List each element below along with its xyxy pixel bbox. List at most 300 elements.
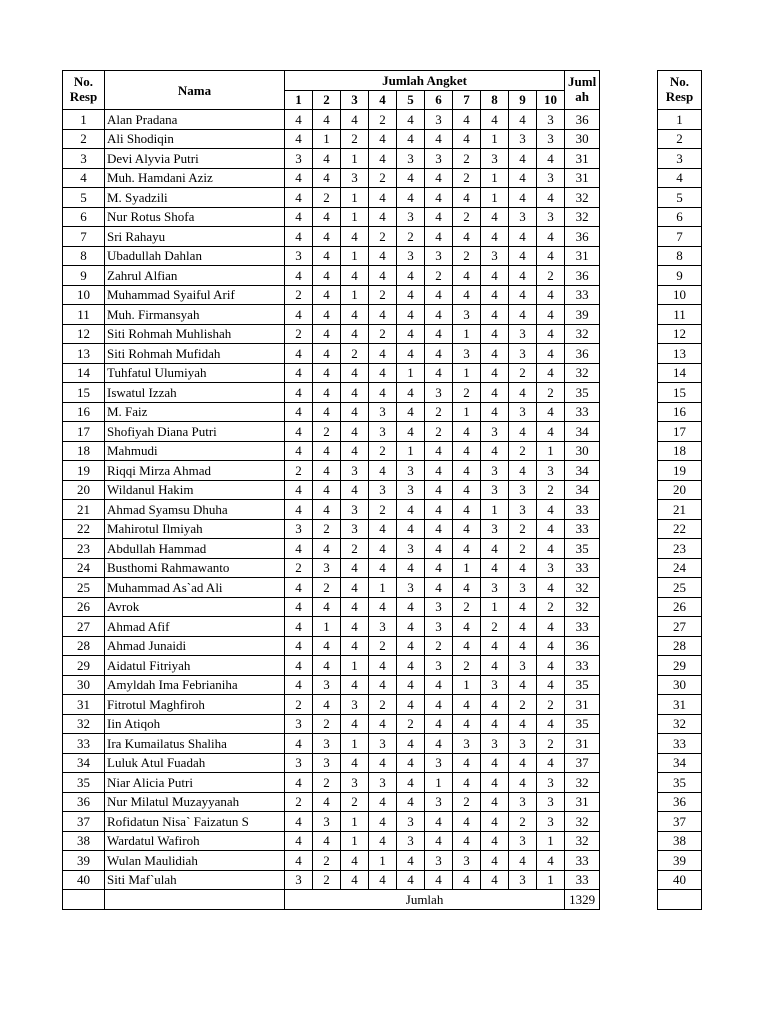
table-row xyxy=(63,695,600,715)
score-cell: 2 xyxy=(313,870,341,890)
row-total: 36 xyxy=(565,110,600,130)
score-cell: 2 xyxy=(313,851,341,871)
score-cell: 4 xyxy=(285,305,313,325)
score-cell: 2 xyxy=(369,227,397,247)
table-row xyxy=(63,344,600,364)
side-table-row xyxy=(658,246,702,266)
score-cell: 4 xyxy=(425,831,453,851)
score-cell: 4 xyxy=(453,188,481,208)
score-cell: 3 xyxy=(397,246,425,266)
respondent-name: Avrok xyxy=(105,597,285,617)
row-number: 9 xyxy=(63,266,105,286)
side-row-number: 37 xyxy=(658,812,702,832)
respondent-name: Ahmad Afif xyxy=(105,617,285,637)
row-total: 33 xyxy=(565,500,600,520)
row-number: 35 xyxy=(63,773,105,793)
score-cell: 4 xyxy=(481,227,509,247)
side-table-row xyxy=(658,480,702,500)
row-number: 19 xyxy=(63,461,105,481)
score-cell: 4 xyxy=(397,519,425,539)
score-cell: 1 xyxy=(341,831,369,851)
score-cell: 2 xyxy=(313,422,341,442)
score-cell: 4 xyxy=(509,851,537,871)
score-cell: 3 xyxy=(509,734,537,754)
table-row xyxy=(63,402,600,422)
score-cell: 1 xyxy=(453,324,481,344)
score-cell: 4 xyxy=(285,812,313,832)
score-cell: 4 xyxy=(397,792,425,812)
score-cell: 4 xyxy=(425,539,453,559)
side-table-row xyxy=(658,168,702,188)
row-total: 34 xyxy=(565,461,600,481)
score-cell: 4 xyxy=(285,831,313,851)
respondent-name: Ubadullah Dahlan xyxy=(105,246,285,266)
score-cell: 4 xyxy=(509,714,537,734)
score-cell: 4 xyxy=(341,480,369,500)
score-cell: 4 xyxy=(481,851,509,871)
score-cell: 2 xyxy=(509,695,537,715)
score-cell: 4 xyxy=(341,266,369,286)
row-number: 12 xyxy=(63,324,105,344)
table-row xyxy=(63,539,600,559)
score-cell: 3 xyxy=(425,149,453,169)
score-cell: 4 xyxy=(509,227,537,247)
row-number: 5 xyxy=(63,188,105,208)
score-cell: 4 xyxy=(285,441,313,461)
side-table-row xyxy=(658,422,702,442)
side-table-row xyxy=(658,227,702,247)
score-cell: 4 xyxy=(397,168,425,188)
score-cell: 1 xyxy=(453,675,481,695)
score-cell: 4 xyxy=(425,519,453,539)
score-cell: 4 xyxy=(313,402,341,422)
header-item-4: 4 xyxy=(369,90,397,110)
row-total: 33 xyxy=(565,402,600,422)
table-row xyxy=(63,675,600,695)
row-total: 39 xyxy=(565,305,600,325)
score-cell: 3 xyxy=(537,792,565,812)
score-cell: 4 xyxy=(313,441,341,461)
score-cell: 4 xyxy=(425,207,453,227)
score-cell: 4 xyxy=(397,422,425,442)
side-table-row xyxy=(658,870,702,890)
score-cell: 4 xyxy=(313,636,341,656)
score-cell: 1 xyxy=(537,441,565,461)
score-cell: 4 xyxy=(369,597,397,617)
respondent-name: Riqqi Mirza Ahmad xyxy=(105,461,285,481)
score-cell: 4 xyxy=(481,363,509,383)
score-cell: 4 xyxy=(313,480,341,500)
score-cell: 4 xyxy=(313,266,341,286)
table-row xyxy=(63,207,600,227)
score-cell: 3 xyxy=(481,246,509,266)
score-cell: 4 xyxy=(397,753,425,773)
side-row-number: 24 xyxy=(658,558,702,578)
score-cell: 3 xyxy=(537,110,565,130)
score-cell: 3 xyxy=(481,461,509,481)
score-cell: 4 xyxy=(481,110,509,130)
row-number: 15 xyxy=(63,383,105,403)
score-cell: 4 xyxy=(453,773,481,793)
score-cell: 4 xyxy=(341,851,369,871)
score-cell: 2 xyxy=(397,714,425,734)
row-total: 32 xyxy=(565,188,600,208)
score-cell: 3 xyxy=(369,773,397,793)
side-row-number: 31 xyxy=(658,695,702,715)
row-total: 31 xyxy=(565,792,600,812)
score-cell: 3 xyxy=(425,617,453,637)
table-row xyxy=(63,441,600,461)
row-total: 32 xyxy=(565,831,600,851)
score-cell: 3 xyxy=(537,558,565,578)
side-row-number: 25 xyxy=(658,578,702,598)
score-cell: 4 xyxy=(481,812,509,832)
table-row xyxy=(63,851,600,871)
score-cell: 1 xyxy=(397,363,425,383)
score-cell: 4 xyxy=(425,363,453,383)
respondent-name: Rofidatun Nisa` Faizatun S xyxy=(105,812,285,832)
score-cell: 3 xyxy=(397,578,425,598)
row-number: 20 xyxy=(63,480,105,500)
table-row xyxy=(63,773,600,793)
total-row-blank-no xyxy=(63,890,105,910)
score-cell: 2 xyxy=(341,539,369,559)
table-row xyxy=(63,168,600,188)
score-cell: 2 xyxy=(481,617,509,637)
score-cell: 2 xyxy=(313,188,341,208)
score-cell: 3 xyxy=(313,753,341,773)
score-cell: 1 xyxy=(369,578,397,598)
score-cell: 4 xyxy=(285,636,313,656)
score-cell: 4 xyxy=(509,597,537,617)
side-table-row xyxy=(658,402,702,422)
score-cell: 4 xyxy=(397,617,425,637)
score-cell: 4 xyxy=(397,402,425,422)
header-jumlah-line2: ah xyxy=(575,89,589,104)
score-cell: 4 xyxy=(285,363,313,383)
score-cell: 4 xyxy=(425,305,453,325)
row-total: 36 xyxy=(565,266,600,286)
score-cell: 2 xyxy=(369,324,397,344)
respondent-name: Muhammad Syaiful Arif xyxy=(105,285,285,305)
score-cell: 2 xyxy=(453,383,481,403)
row-number: 18 xyxy=(63,441,105,461)
score-cell: 4 xyxy=(481,402,509,422)
score-cell: 4 xyxy=(537,656,565,676)
side-table-row xyxy=(658,734,702,754)
score-cell: 4 xyxy=(481,285,509,305)
score-cell: 4 xyxy=(397,305,425,325)
side-header-line1: No. xyxy=(669,74,690,90)
score-cell: 4 xyxy=(369,246,397,266)
score-cell: 4 xyxy=(313,324,341,344)
table-row xyxy=(63,149,600,169)
side-row-number: 8 xyxy=(658,246,702,266)
score-cell: 4 xyxy=(369,539,397,559)
score-cell: 4 xyxy=(537,285,565,305)
score-cell: 4 xyxy=(453,480,481,500)
score-cell: 4 xyxy=(369,870,397,890)
score-cell: 4 xyxy=(509,617,537,637)
score-cell: 4 xyxy=(341,870,369,890)
side-table-row xyxy=(658,305,702,325)
score-cell: 4 xyxy=(453,539,481,559)
respondent-rows xyxy=(63,110,600,890)
score-cell: 3 xyxy=(341,773,369,793)
score-cell: 4 xyxy=(453,714,481,734)
table-row xyxy=(63,383,600,403)
side-table-row xyxy=(658,675,702,695)
score-cell: 4 xyxy=(397,500,425,520)
score-cell: 4 xyxy=(285,168,313,188)
score-cell: 4 xyxy=(509,558,537,578)
side-row-number: 39 xyxy=(658,851,702,871)
row-number: 40 xyxy=(63,870,105,890)
respondent-name: Ali Shodiqin xyxy=(105,129,285,149)
score-cell: 3 xyxy=(397,831,425,851)
header-item-8: 8 xyxy=(481,90,509,110)
score-cell: 4 xyxy=(285,129,313,149)
header-no-resp xyxy=(63,71,105,110)
row-number: 2 xyxy=(63,129,105,149)
score-cell: 3 xyxy=(509,324,537,344)
table-row xyxy=(63,480,600,500)
row-number: 14 xyxy=(63,363,105,383)
respondent-name: Aidatul Fitriyah xyxy=(105,656,285,676)
score-cell: 4 xyxy=(509,110,537,130)
score-cell: 4 xyxy=(481,773,509,793)
score-cell: 1 xyxy=(341,246,369,266)
row-total: 31 xyxy=(565,695,600,715)
score-cell: 4 xyxy=(509,422,537,442)
side-row-number: 36 xyxy=(658,792,702,812)
score-cell: 4 xyxy=(537,402,565,422)
score-cell: 2 xyxy=(341,792,369,812)
score-cell: 4 xyxy=(341,636,369,656)
score-cell: 4 xyxy=(397,324,425,344)
score-cell: 2 xyxy=(369,500,397,520)
score-cell: 4 xyxy=(369,461,397,481)
score-cell: 4 xyxy=(453,422,481,442)
score-cell: 4 xyxy=(341,305,369,325)
score-cell: 4 xyxy=(341,617,369,637)
table-row xyxy=(63,305,600,325)
score-cell: 4 xyxy=(369,344,397,364)
score-cell: 1 xyxy=(481,168,509,188)
side-row-number: 30 xyxy=(658,675,702,695)
score-cell: 4 xyxy=(481,870,509,890)
score-cell: 4 xyxy=(453,695,481,715)
score-cell: 3 xyxy=(397,812,425,832)
score-cell: 4 xyxy=(369,149,397,169)
respondent-name: Wulan Maulidiah xyxy=(105,851,285,871)
table-row xyxy=(63,266,600,286)
score-cell: 4 xyxy=(481,792,509,812)
score-cell: 1 xyxy=(341,207,369,227)
table-row xyxy=(63,597,600,617)
row-number: 4 xyxy=(63,168,105,188)
score-cell: 4 xyxy=(537,188,565,208)
row-total: 34 xyxy=(565,480,600,500)
row-number: 30 xyxy=(63,675,105,695)
row-total: 32 xyxy=(565,324,600,344)
side-table-row xyxy=(658,695,702,715)
row-number: 36 xyxy=(63,792,105,812)
side-table-row xyxy=(658,363,702,383)
score-cell: 4 xyxy=(453,753,481,773)
respondent-name: M. Syadzili xyxy=(105,188,285,208)
header-jumlah xyxy=(565,71,600,110)
score-cell: 4 xyxy=(509,675,537,695)
score-cell: 1 xyxy=(481,188,509,208)
score-cell: 3 xyxy=(369,480,397,500)
score-cell: 1 xyxy=(453,558,481,578)
side-row-number: 12 xyxy=(658,324,702,344)
score-cell: 4 xyxy=(313,792,341,812)
respondent-name: Shofiyah Diana Putri xyxy=(105,422,285,442)
score-cell: 4 xyxy=(369,188,397,208)
table-row xyxy=(63,753,600,773)
row-number: 37 xyxy=(63,812,105,832)
score-cell: 3 xyxy=(369,617,397,637)
score-cell: 1 xyxy=(341,734,369,754)
score-cell: 2 xyxy=(425,266,453,286)
side-row-number: 19 xyxy=(658,461,702,481)
score-cell: 4 xyxy=(369,305,397,325)
respondent-name: Siti Rohmah Mufidah xyxy=(105,344,285,364)
score-cell: 4 xyxy=(313,597,341,617)
table-row xyxy=(63,461,600,481)
row-total: 37 xyxy=(565,753,600,773)
score-cell: 3 xyxy=(285,246,313,266)
row-number: 13 xyxy=(63,344,105,364)
score-cell: 3 xyxy=(369,402,397,422)
side-row-number: 11 xyxy=(658,305,702,325)
row-total: 33 xyxy=(565,851,600,871)
table-row xyxy=(63,500,600,520)
row-number: 27 xyxy=(63,617,105,637)
score-cell: 2 xyxy=(425,422,453,442)
header-jumlah-angket: Jumlah Angket xyxy=(285,71,565,91)
side-row-number: 38 xyxy=(658,831,702,851)
score-cell: 2 xyxy=(369,285,397,305)
score-cell: 4 xyxy=(285,422,313,442)
header-item-5: 5 xyxy=(397,90,425,110)
score-cell: 4 xyxy=(481,695,509,715)
score-cell: 4 xyxy=(313,227,341,247)
score-cell: 4 xyxy=(369,558,397,578)
side-table-row xyxy=(658,461,702,481)
score-cell: 2 xyxy=(369,695,397,715)
score-cell: 3 xyxy=(537,812,565,832)
score-cell: 3 xyxy=(481,578,509,598)
table-row xyxy=(63,285,600,305)
row-total: 36 xyxy=(565,227,600,247)
score-cell: 4 xyxy=(481,207,509,227)
score-cell: 2 xyxy=(341,129,369,149)
score-cell: 4 xyxy=(453,617,481,637)
score-cell: 3 xyxy=(509,870,537,890)
score-cell: 4 xyxy=(537,227,565,247)
respondent-name: Ira Kumailatus Shaliha xyxy=(105,734,285,754)
score-cell: 3 xyxy=(481,480,509,500)
score-cell: 4 xyxy=(537,324,565,344)
score-cell: 4 xyxy=(397,597,425,617)
row-total: 34 xyxy=(565,422,600,442)
score-cell: 2 xyxy=(285,285,313,305)
side-row-number: 3 xyxy=(658,149,702,169)
side-row-number: 32 xyxy=(658,714,702,734)
score-cell: 3 xyxy=(425,656,453,676)
respondent-name: Wardatul Wafiroh xyxy=(105,831,285,851)
header-item-1: 1 xyxy=(285,90,313,110)
score-cell: 3 xyxy=(313,558,341,578)
score-cell: 4 xyxy=(509,461,537,481)
row-total: 30 xyxy=(565,441,600,461)
side-table-row xyxy=(658,500,702,520)
respondent-name: Zahrul Alfian xyxy=(105,266,285,286)
side-table-row xyxy=(658,558,702,578)
score-cell: 3 xyxy=(425,792,453,812)
score-cell: 4 xyxy=(313,246,341,266)
score-cell: 4 xyxy=(453,227,481,247)
row-total: 36 xyxy=(565,344,600,364)
score-cell: 4 xyxy=(397,870,425,890)
total-row xyxy=(63,890,600,910)
score-cell: 2 xyxy=(369,168,397,188)
score-cell: 4 xyxy=(481,558,509,578)
table-row xyxy=(63,734,600,754)
row-total: 35 xyxy=(565,714,600,734)
score-cell: 4 xyxy=(453,578,481,598)
score-cell: 3 xyxy=(397,480,425,500)
score-cell: 4 xyxy=(481,383,509,403)
score-cell: 2 xyxy=(537,597,565,617)
score-cell: 4 xyxy=(341,597,369,617)
side-table-row xyxy=(658,324,702,344)
score-cell: 4 xyxy=(341,714,369,734)
side-row-number: 28 xyxy=(658,636,702,656)
score-cell: 2 xyxy=(537,695,565,715)
side-table-row xyxy=(658,207,702,227)
score-cell: 3 xyxy=(481,519,509,539)
score-cell: 4 xyxy=(285,110,313,130)
score-cell: 3 xyxy=(285,149,313,169)
side-row-number: 9 xyxy=(658,266,702,286)
score-cell: 4 xyxy=(537,578,565,598)
side-row-number: 20 xyxy=(658,480,702,500)
score-cell: 3 xyxy=(425,753,453,773)
respondent-name: Abdullah Hammad xyxy=(105,539,285,559)
row-number: 34 xyxy=(63,753,105,773)
score-cell: 3 xyxy=(369,734,397,754)
score-cell: 4 xyxy=(453,266,481,286)
respondent-name: Busthomi Rahmawanto xyxy=(105,558,285,578)
side-table-row xyxy=(658,344,702,364)
row-number: 3 xyxy=(63,149,105,169)
side-table-row xyxy=(658,285,702,305)
score-cell: 4 xyxy=(397,285,425,305)
score-cell: 4 xyxy=(425,227,453,247)
score-cell: 4 xyxy=(425,812,453,832)
score-cell: 4 xyxy=(453,129,481,149)
score-cell: 4 xyxy=(285,656,313,676)
table-row xyxy=(63,246,600,266)
score-cell: 4 xyxy=(509,168,537,188)
row-total: 33 xyxy=(565,656,600,676)
side-table-row xyxy=(658,714,702,734)
row-number: 11 xyxy=(63,305,105,325)
